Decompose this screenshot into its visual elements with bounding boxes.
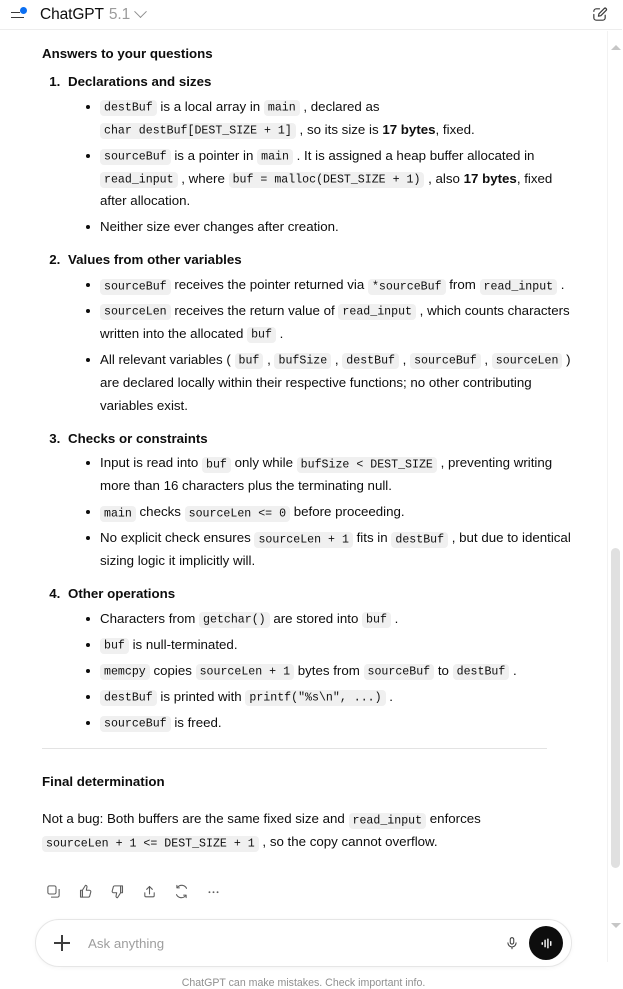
bar-bottom <box>11 17 24 19</box>
conversation-scroll-area[interactable] <box>0 31 607 989</box>
inline-code: char destBuf[DEST_SIZE + 1] <box>100 123 296 139</box>
inline-code: sourceBuf <box>364 664 435 680</box>
answer-bullet-list <box>68 274 577 417</box>
inline-code: memcpy <box>100 664 150 680</box>
answer-section-title: Values from other variables <box>68 252 242 268</box>
bar-top <box>11 12 20 14</box>
answer-bullet: sourceBuf is a pointer in main . It is assigned a heap buffer allocated in read_input , where buf = malloc(DEST_SIZE + 1) , also 17 bytes, fixed after allocation. <box>86 145 577 214</box>
assistant-message <box>0 31 607 854</box>
answer-bullet: Neither size ever changes after creation. <box>86 216 577 239</box>
inline-code: buf <box>247 327 276 343</box>
message-action-bar <box>0 854 607 902</box>
answer-bullet: destBuf is printed with printf("%s\n", ...) . <box>86 686 577 709</box>
inline-code: destBuf <box>100 100 157 116</box>
answer-section <box>64 71 577 239</box>
scroll-down-arrow-icon[interactable] <box>608 917 623 933</box>
answer-bullet: sourceBuf receives the pointer returned via *sourceBuf from read_input . <box>86 274 577 297</box>
answer-bullet: No explicit check ensures sourceLen + 1 fits in destBuf , but due to identical sizing logic it implicitly will. <box>86 527 577 573</box>
answer-section-title: Other operations <box>68 585 176 601</box>
inline-code: buf <box>202 457 231 473</box>
inline-code: sourceBuf <box>410 353 481 369</box>
header-right-group <box>586 2 612 28</box>
inline-code: main <box>257 149 293 165</box>
inline-code: sourceLen + 1 <box>254 532 352 548</box>
final-determination-heading: Final determination <box>42 774 165 790</box>
microphone-icon[interactable] <box>499 930 525 956</box>
model-selector[interactable] <box>40 6 145 24</box>
answer-bullet: buf is null-terminated. <box>86 634 577 657</box>
thumbs-down-icon[interactable] <box>106 880 128 902</box>
ask-anything-input[interactable] <box>86 935 499 952</box>
compose-new-chat-icon[interactable] <box>586 2 612 28</box>
answer-section-title: Declarations and sizes <box>68 73 212 89</box>
copy-icon[interactable] <box>42 880 64 902</box>
inline-code: destBuf <box>100 690 157 706</box>
regenerate-icon[interactable] <box>170 880 192 902</box>
brand-name: ChatGPT <box>40 5 104 23</box>
scrollbar-thumb[interactable] <box>611 548 620 868</box>
inline-code: buf <box>362 612 391 628</box>
voice-mode-icon[interactable] <box>529 926 563 960</box>
inline-code: sourceLen <box>100 304 171 320</box>
answer-section <box>64 428 577 573</box>
vertical-scrollbar[interactable] <box>607 31 622 962</box>
inline-code: buf = malloc(DEST_SIZE + 1) <box>229 172 425 188</box>
composer[interactable] <box>35 919 572 967</box>
inline-code: destBuf <box>453 664 510 680</box>
answer-bullet: sourceBuf is freed. <box>86 712 577 735</box>
inline-code: destBuf <box>391 532 448 548</box>
inline-code: buf <box>100 638 129 654</box>
plus-vertical <box>61 935 63 951</box>
header-left-group <box>8 6 145 24</box>
inline-code: *sourceBuf <box>368 279 446 295</box>
answer-section-title: Checks or constraints <box>68 430 208 446</box>
share-icon[interactable] <box>138 880 160 902</box>
answer-bullet: All relevant variables ( buf , bufSize , destBuf , sourceBuf , sourceLen ) are declared locally within their respective functions; no other contributing variables exist. <box>86 349 577 418</box>
inline-code: sourceLen <= 0 <box>185 506 290 522</box>
answer-bullet-list <box>68 452 577 573</box>
inline-code: bufSize < DEST_SIZE <box>297 457 437 473</box>
inline-code: sourceBuf <box>100 279 171 295</box>
inline-code: getchar() <box>199 612 270 628</box>
answer-section <box>64 583 577 735</box>
inline-code: printf("%s\n", ...) <box>245 690 385 706</box>
answer-section <box>64 249 577 417</box>
inline-code: read_input <box>338 304 416 320</box>
section-divider <box>42 748 547 749</box>
inline-code: bufSize <box>274 353 331 369</box>
inline-code: sourceLen <box>492 353 563 369</box>
answer-bullet: destBuf is a local array in main , declared as char destBuf[DEST_SIZE + 1] , so its size is 17 bytes, fixed. <box>86 96 577 142</box>
inline-code: read_input <box>480 279 558 295</box>
answer-bullet: Characters from getchar() are stored into buf . <box>86 608 577 631</box>
sidebar-toggle-icon[interactable] <box>8 6 26 24</box>
triangle-down <box>611 923 621 928</box>
inline-code: main <box>100 506 136 522</box>
answer-bullet: Input is read into buf only while bufSize < DEST_SIZE , preventing writing more than 16 characters plus the terminating null. <box>86 452 577 498</box>
answer-sections-list <box>42 71 577 735</box>
inline-code: sourceBuf <box>100 716 171 732</box>
chevron-down-icon <box>134 5 147 18</box>
answer-bullet-list <box>68 608 577 735</box>
message-heading: Answers to your questions <box>42 46 213 61</box>
inline-code: read_input <box>100 172 178 188</box>
inline-code: buf <box>235 353 264 369</box>
final-determination-body: Not a bug: Both buffers are the same fixed size and read_input enforces sourceLen + 1 <= DEST_SIZE + 1 , so the copy cannot overflow. <box>42 811 481 851</box>
inline-code: sourceLen + 1 <= DEST_SIZE + 1 <box>42 836 259 852</box>
notification-dot-icon <box>20 7 27 14</box>
more-options-icon[interactable] <box>202 880 224 902</box>
thumbs-up-icon[interactable] <box>74 880 96 902</box>
inline-code: sourceBuf <box>100 149 171 165</box>
answer-bullet-list <box>68 96 577 239</box>
model-version: 5.1 <box>108 5 131 23</box>
inline-code: destBuf <box>342 353 399 369</box>
app-header <box>0 0 622 30</box>
disclaimer-text: ChatGPT can make mistakes. Check important info. <box>181 977 426 989</box>
answer-bullet: main checks sourceLen <= 0 before proceeding. <box>86 501 577 524</box>
answer-bullet: memcpy copies sourceLen + 1 bytes from sourceBuf to destBuf . <box>86 660 577 683</box>
triangle-up <box>611 45 621 50</box>
inline-code: main <box>264 100 300 116</box>
add-attachment-icon[interactable] <box>50 931 74 955</box>
inline-code: read_input <box>349 813 427 829</box>
inline-code: sourceLen + 1 <box>196 664 294 680</box>
scroll-up-arrow-icon[interactable] <box>608 39 623 55</box>
answer-bullet: sourceLen receives the return value of read_input , which counts characters written into the allocated buf . <box>86 300 577 346</box>
composer-container <box>0 919 607 967</box>
